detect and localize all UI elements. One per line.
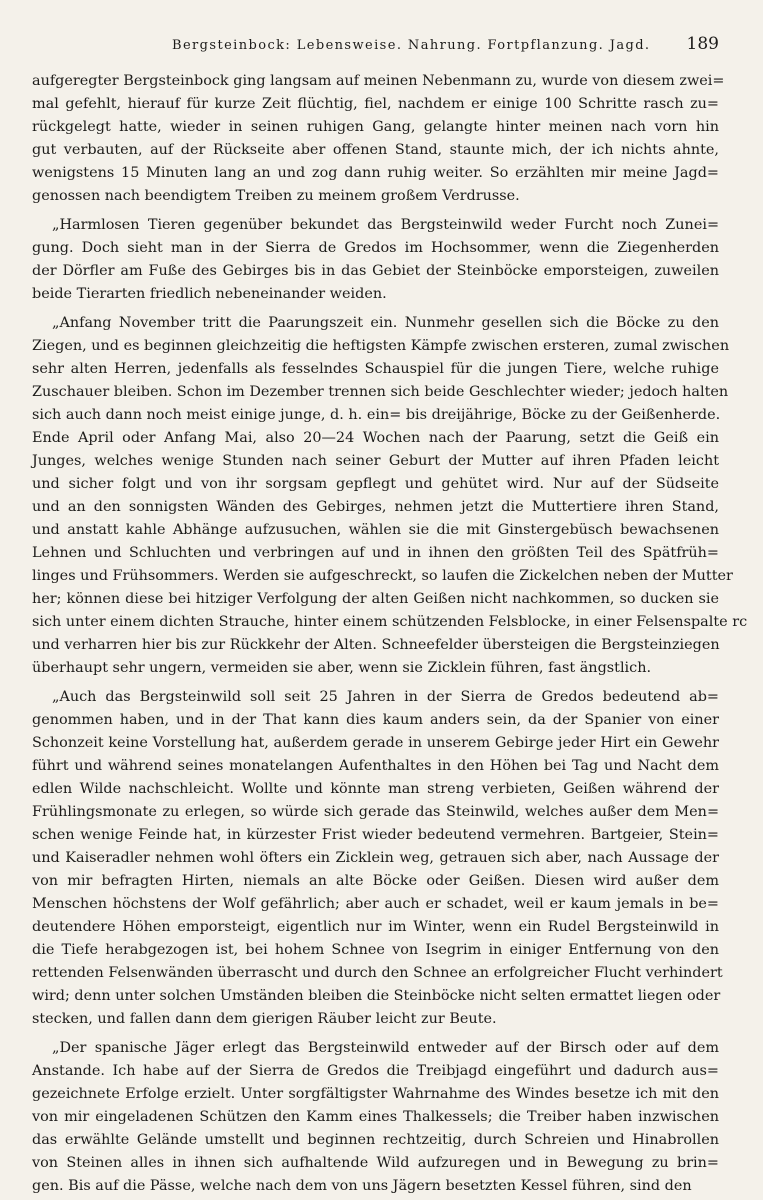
text-line: der Dörfler am Fuße des Gebirges bis in das Gebiet der Steinböcke emporsteigen, zuweilen bbox=[32, 263, 719, 279]
text-line: her; können diese bei hitziger Verfolgung der alten Geißen nicht nachkommen, so ducken sie bbox=[32, 591, 719, 607]
text-line: und anstatt kahle Abhänge aufzusuchen, wählen sie die mit Ginstergebüsch bewachsenen bbox=[32, 522, 719, 538]
text-line: genommen haben, und in der That kann dies kaum anders sein, da der Spanier von einer bbox=[32, 712, 719, 728]
text-line: Junges, welches wenige Stunden nach seiner Geburt der Mutter auf ihren Pfaden leicht bbox=[32, 453, 719, 469]
text-line: „Anfang November tritt die Paarungszeit ein. Nunmehr gesellen sich die Böcke zu den bbox=[52, 315, 719, 331]
body-text bbox=[32, 70, 748, 1198]
text-line: edlen Wilde nachschleicht. Wollte und könnte man streng verbieten, Geißen während der bbox=[32, 781, 719, 797]
paragraph bbox=[32, 686, 723, 1031]
text-line: von mir eingeladenen Schützen den Kamm eines Thalkessels; die Treiber haben inzwischen bbox=[32, 1109, 719, 1125]
text-line: linges und Frühsommers. Werden sie aufgeschreckt, so laufen die Zickelchen neben der Mutter bbox=[32, 568, 733, 584]
text-line: stecken, und fallen dann dem gierigen Räuber leicht zur Beute. bbox=[32, 1011, 497, 1027]
text-line: überhaupt sehr ungern, vermeiden sie aber, wenn sie Zicklein führen, fast ängstlich. bbox=[32, 660, 652, 676]
text-line: Lehnen und Schluchten und verbringen auf und in ihnen den größten Teil des Spätfrüh= bbox=[32, 545, 719, 561]
text-line: sehr alten Herren, jedenfalls als fesselndes Schauspiel für die jungen Tiere, welche ruhige bbox=[32, 361, 719, 377]
text-line: Anstande. Ich habe auf der Sierra de Gredos die Treibjagd eingeführt und dadurch aus= bbox=[32, 1063, 719, 1079]
text-line: wenigstens 15 Minuten lang an und zog dann ruhig weiter. So erzählten mir meine Jagd= bbox=[32, 165, 719, 181]
text-line: schen wenige Feinde hat, in kürzester Frist wieder bedeutend vermehren. Bartgeier, Stein= bbox=[32, 827, 719, 843]
text-line: das erwählte Gelände umstellt und beginnen rechtzeitig, durch Schreien und Hinabrollen bbox=[32, 1132, 719, 1148]
text-line: aufgeregter Bergsteinbock ging langsam auf meinen Nebenmann zu, wurde von diesem zwei= bbox=[32, 73, 725, 89]
text-line: mal gefehlt, hierauf für kurze Zeit flüchtig, fiel, nachdem er einige 100 Schritte rasch zu= bbox=[32, 96, 719, 112]
running-head: Bergsteinbock: Lebensweise. Nahrung. Fortpflanzung. Jagd. bbox=[172, 38, 651, 53]
text-line: „Auch das Bergsteinwild soll seit 25 Jahren in der Sierra de Gredos bedeutend ab= bbox=[52, 689, 719, 705]
text-line: sich unter einem dichten Strauche, hinter einem schützenden Felsblocke, in einer Felsenspalte rc bbox=[32, 614, 748, 630]
text-line: und verharren hier bis zur Rückkehr der Alten. Schneefelder übersteigen die Bergsteinziegen bbox=[32, 637, 720, 653]
text-line: wird; denn unter solchen Umständen bleiben die Steinböcke nicht selten ermattet liegen oder bbox=[32, 988, 721, 1004]
text-line: und sicher folgt und von ihr sorgsam gepflegt und gehütet wird. Nur auf der Südseite bbox=[32, 476, 719, 492]
text-line: sich auch dann noch meist einige junge, d. h. ein= bis dreijährige, Böcke zu der Geißenherde. bbox=[32, 407, 721, 423]
paragraph bbox=[32, 312, 748, 680]
text-line: Schonzeit keine Vorstellung hat, außerdem gerade in unserem Gebirge jeder Hirt ein Gewehr bbox=[32, 735, 719, 751]
text-line: gezeichnete Erfolge erzielt. Unter sorgfältigster Wahrnahme des Windes besetze ich mit den bbox=[32, 1086, 719, 1102]
text-line: gung. Doch sieht man in der Sierra de Gredos im Hochsommer, wenn die Ziegenherden bbox=[32, 240, 719, 256]
text-line: „Harmlosen Tieren gegenüber bekundet das Bergsteinwild weder Furcht noch Zunei= bbox=[52, 217, 719, 233]
text-line: von Steinen alles in ihnen sich aufhaltende Wild aufzuregen und in Bewegung zu brin= bbox=[32, 1155, 719, 1171]
page-number: 189 bbox=[686, 34, 719, 54]
text-line: „Der spanische Jäger erlegt das Bergsteinwild entweder auf der Birsch oder auf dem bbox=[52, 1040, 719, 1056]
text-line: gut verbauten, auf der Rückseite aber offenen Stand, staunte mich, der ich nichts ahnte, bbox=[32, 142, 719, 158]
text-line: Frühlingsmonate zu erlegen, so würde sich gerade das Steinwild, welches außer dem Men= bbox=[32, 804, 719, 820]
text-line: die Tiefe herabgezogen ist, bei hohem Schnee von Isegrim in einiger Entfernung von den bbox=[32, 942, 719, 958]
text-line: und Kaiseradler nehmen wohl öfters ein Zicklein weg, getrauen sich aber, nach Aussage der bbox=[32, 850, 719, 866]
text-line: beide Tierarten friedlich nebeneinander weiden. bbox=[32, 286, 387, 302]
paragraph bbox=[32, 214, 719, 306]
text-line: rückgelegt hatte, wieder in seinen ruhigen Gang, gelangte hinter meinen nach vorn hin bbox=[32, 119, 719, 135]
text-line: gen. Bis auf die Pässe, welche nach dem von uns Jägern besetzten Kessel führen, sind den bbox=[32, 1178, 692, 1194]
page-header bbox=[32, 34, 719, 66]
paragraph bbox=[32, 70, 725, 208]
text-line: deutendere Höhen emporsteigt, eigentlich nur im Winter, wenn ein Rudel Bergsteinwild in bbox=[32, 919, 719, 935]
text-line: Ende April oder Anfang Mai, also 20—24 Wochen nach der Paarung, setzt die Geiß ein bbox=[32, 430, 719, 446]
text-line: rettenden Felsenwänden überrascht und durch den Schnee an erfolgreicher Flucht verhindert bbox=[32, 965, 723, 981]
paragraph bbox=[32, 1037, 719, 1198]
text-line: genossen nach beendigtem Treiben zu meinem großem Verdrusse. bbox=[32, 188, 520, 204]
text-line: und an den sonnigsten Wänden des Gebirges, nehmen jetzt die Muttertiere ihren Stand, bbox=[32, 499, 719, 515]
text-line: Zuschauer bleiben. Schon im Dezember trennen sich beide Geschlechter wieder; jedoch halten bbox=[32, 384, 729, 400]
text-line: führt und während seines monatelangen Aufenthaltes in den Höhen bei Tag und Nacht dem bbox=[32, 758, 719, 774]
text-line: Ziegen, und es beginnen gleichzeitig die heftigsten Kämpfe zwischen ersteren, zumal zwischen bbox=[32, 338, 730, 354]
text-line: Menschen höchstens der Wolf gefährlich; aber auch er schadet, weil er kaum jemals in be= bbox=[32, 896, 719, 912]
text-line: von mir befragten Hirten, niemals an alte Böcke oder Geißen. Diesen wird außer dem bbox=[32, 873, 719, 889]
